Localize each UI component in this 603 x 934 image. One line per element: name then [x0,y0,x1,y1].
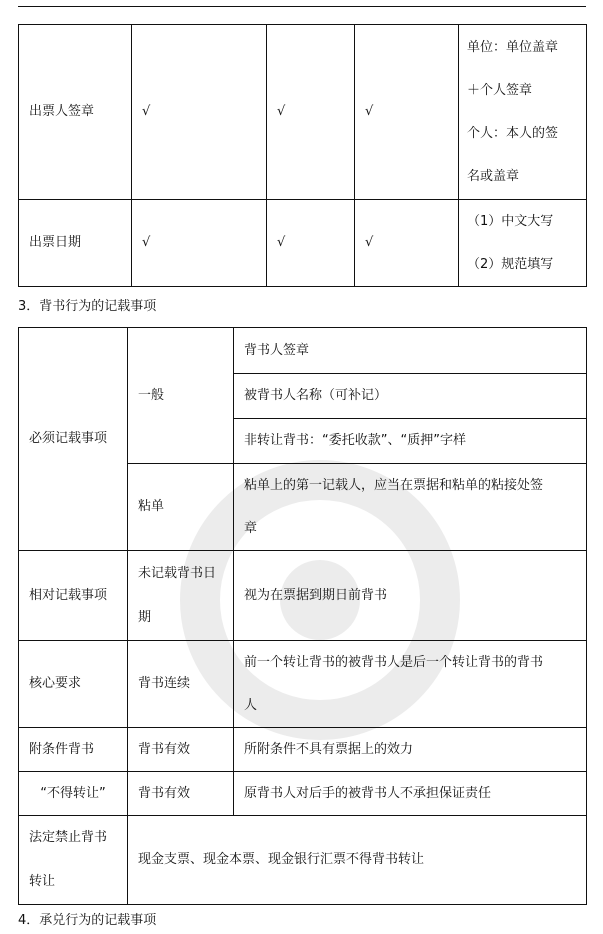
row-label: 必须记载事项 [19,328,128,551]
table-row [19,328,587,374]
content-cell [234,464,587,551]
content-cell: 现金支票、现金本票、现金银行汇票不得背书转让 [128,816,587,905]
sub-label: 粘单 [128,464,234,551]
sub-line: 期 [138,609,152,625]
content-line: 章 [244,521,258,536]
row-label: “不得转让” [19,772,128,816]
row-label: 附条件背书 [19,728,128,772]
row-label [19,816,128,905]
row-label: 出票人签章 [19,25,132,200]
sub-label: 背书有效 [128,728,234,772]
note-cell [459,200,587,287]
table-row [19,641,587,728]
content-cell: 非转让背书：“委托收款”、“质押”字样 [234,419,587,464]
endorsement-table [18,327,587,905]
section-heading: 4．承兑行为的记载事项 [18,913,157,928]
content-line: 粘单上的第一记载人，应当在票据和粘单的粘接处签 [244,478,544,493]
table-row [19,551,587,641]
table-row [19,772,587,816]
content-cell: 原背书人对后手的被背书人不承担保证责任 [234,772,587,816]
row-label: 核心要求 [19,641,128,728]
content-cell: 所附条件不具有票据上的效力 [234,728,587,772]
sub-label: 背书有效 [128,772,234,816]
note-line: （1）中文大写 [467,214,554,229]
note-cell [459,25,587,200]
sub-line: 未记载背书日 [138,565,217,581]
table-row [19,200,587,287]
note-line: 单位：单位盖章 [467,40,559,55]
row-label: 出票日期 [19,200,132,287]
row-label: 相对记载事项 [19,551,128,641]
sub-label: 背书连续 [128,641,234,728]
check-mark: √ [132,25,267,200]
table-top-border [18,6,586,7]
content-cell: 背书人签章 [234,328,587,374]
content-cell: 被背书人名称（可补记） [234,374,587,419]
note-line: （2）规范填写 [467,257,554,272]
check-mark: √ [267,25,355,200]
check-mark: √ [355,25,459,200]
check-mark: √ [267,200,355,287]
issuance-table [18,24,587,287]
content-line: 人 [244,698,258,713]
section-heading: 3．背书行为的记载事项 [18,299,157,314]
note-line: 名或盖章 [467,169,520,184]
sub-label: 一般 [128,328,234,464]
content-line: 前一个转让背书的被背书人是后一个转让背书的背书 [244,655,544,670]
check-mark: √ [132,200,267,287]
content-cell: 视为在票据到期日前背书 [234,551,587,641]
table-row [19,25,587,200]
sub-label [128,551,234,641]
label-line: 法定禁止背书 [29,830,108,845]
note-line: 个人：本人的签 [467,126,559,141]
content-cell [234,641,587,728]
label-line: 转让 [29,874,56,889]
check-mark: √ [355,200,459,287]
note-line: ＋个人签章 [467,83,533,98]
table-row [19,728,587,772]
table-row [19,816,587,905]
